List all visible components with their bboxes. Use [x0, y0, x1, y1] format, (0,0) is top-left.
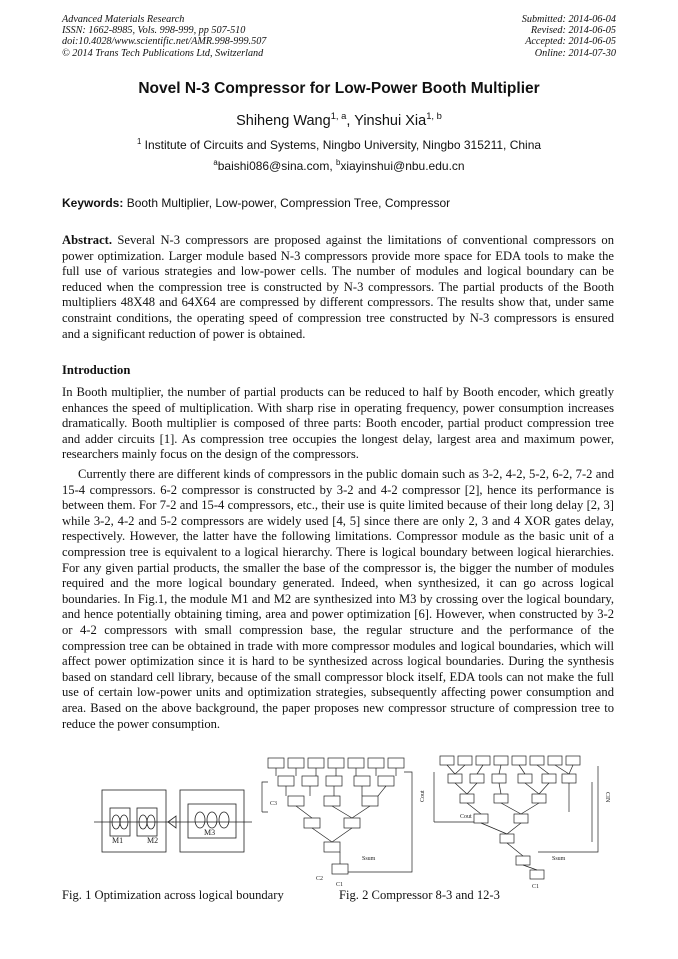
fig2-adder [324, 842, 340, 852]
author-emails [0, 159, 678, 173]
fig2-adder [492, 774, 506, 783]
publication-dates [522, 14, 616, 59]
fig2-adder [328, 758, 344, 768]
fig2-adder [348, 758, 364, 768]
intro-paragraph-2: Currently there are different kinds of compressors in the public domain such as 3-2, 4-2, 5-2, 6-2, 7-2 and 15-4 compressors. 6-2 compressor is constructed by 3-2 and 4-2 compressor [2], hence its performance is between them. For 7-2 and 15-4 compressors, etc., their use is quite limited because of their long delay [2, 3] while 3-2, 4-2 and 5-2 compressors are widely used [4, 5] since there are only 2, 3 and 4 XOR gates delay, respectively. However, the latter have the following limitations. Compressor module as the basic unit of a compression tree is equivalent to a logical hierarchy. There is logical boundary between logical hierarchies. For any given partial products, the smaller the base of the compressor is, the bigger the number of modules required and the more logical boundary generated. Indeed, when synthesized, it can go across logical boundaries. In Fig.1, the module M1 and M2 are synthesized into M3 by crossing over the logical boundary, and hence potentially obtaining timing, area and power optimization [6]. However, when constructed by 3-2 or 4-2 compressors with small compression base, the regular structure and the performance of the compression tree can be obtained in trade with more compressor modules and logical boundaries, which will affect power optimization since it is hard to be synthesized across logical boundaries. During the synthesis based on standard cell library, because of the small compressor block itself, EDA tools can not make the full use of certain low-power units and optimization strategies, subsequently affecting power consumption and area. Based on the above background, the paper proposes new compressor structure of compression tree to reduce the power consumption. [62, 467, 614, 731]
fig2-adder [566, 756, 580, 765]
fig2-adder [548, 756, 562, 765]
fig2-diagram-12-3 [420, 756, 610, 890]
fig2-wires [467, 803, 539, 870]
keywords [62, 196, 617, 210]
fig2-adder [460, 794, 474, 803]
fig2-adder [562, 774, 576, 783]
figure-2-caption: Fig. 2 Compressor 8-3 and 12-3 [339, 888, 500, 902]
abstract-label: Abstract. [62, 233, 113, 247]
affiliation-text: Institute of Circuits and Systems, Ningbo University, Ningbo 315211, China [144, 138, 542, 152]
fig1-m3-gate [207, 812, 217, 828]
fig2-label-c2: C2 [316, 876, 324, 882]
fig2-adder [516, 856, 530, 865]
paper-title: Novel N-3 Compressor for Low-Power Booth Multiplier [138, 80, 540, 97]
journal-info [62, 14, 266, 59]
fig2-adder [440, 756, 454, 765]
journal-doi: doi:10.4028/www.scientific.net/AMR.998-999.507 [62, 36, 267, 48]
fig2-adder [474, 814, 488, 823]
journal-issn: ISSN: 1662-8985, Vols. 998-999, pp 507-510 [62, 25, 246, 37]
affiliation-mark: 1 [136, 137, 142, 146]
fig2-label-c1: C1 [336, 882, 344, 888]
fig2-adder [458, 756, 472, 765]
keywords-text: Booth Multiplier, Low-power, Compression Tree, Compressor [126, 196, 451, 210]
fig1-label-m2: M2 [147, 836, 159, 845]
fig2-adder [530, 870, 544, 879]
intro-paragraph-1: In Booth multiplier, the number of partial products can be reduced to half by Booth encoder, which greatly enhances the speed of multiplication. With sharp rise in operating frequency, power consumption increases dramatically. Booth multiplier is composed of three parts: Booth encoder, partial product compression tree and adder circuits [1]. As compression tree occupies the longest delay, largest area and maximum power, researchers mainly focus on the design of the compressors. [62, 385, 614, 462]
fig2-adder [514, 814, 528, 823]
date-revised: Revised: 2014-06-05 [530, 25, 616, 37]
fig1-outer-box-2 [180, 790, 244, 852]
fig2-wires [312, 828, 352, 864]
abstract-text: Several N-3 compressors are proposed against the limitations of conventional compressors on power optimization. Larger module based N-3 compressors provide more space for EDA tools to make the full use of various strategies and low-power cells. The number of modules and logical boundary can be reduced when the compression tree is constructed by N-3 compressors. The partial products of the Booth multipliers 48X48 and 64X64 are compressed by different compressors. The results show that, under same constraint conditions, the operating speed of compression tree constructed by N-3 compressors is ensured and a significant reduction of power is obtained. [62, 233, 614, 341]
figures-svg [62, 752, 614, 892]
figures-area [62, 752, 614, 892]
author-name: Shiheng Wang [236, 113, 331, 129]
fig2-adder [324, 796, 340, 806]
fig2-label-c1: C1 [532, 884, 540, 890]
fig1-m3-gate [219, 812, 229, 828]
fig2-adder [362, 796, 378, 806]
fig2-wires [455, 783, 569, 812]
fig2-adder [530, 756, 544, 765]
fig2-adder [476, 756, 490, 765]
fig2-wires [447, 765, 573, 774]
author-affil-mark: 1, a [330, 110, 347, 122]
fig2-label-c3: C3 [270, 801, 278, 807]
fig2-adder [532, 794, 546, 803]
email-link[interactable]: xiayinshui@nbu.edu.cn [340, 159, 465, 173]
fig2-adder [308, 758, 324, 768]
fig2-diagram-8-3 [262, 758, 412, 888]
email-mark: b [335, 158, 341, 167]
fig2-adder [518, 774, 532, 783]
fig2-adder [368, 758, 384, 768]
fig2-adder [542, 774, 556, 783]
abstract [62, 233, 614, 342]
email-separator: , [329, 159, 336, 173]
fig2-label-sum: Ssum [362, 856, 376, 862]
fig2-adder [470, 774, 484, 783]
author-affil-mark: 1, b [426, 110, 442, 122]
fig2-adder [378, 776, 394, 786]
fig1-diagram [94, 790, 252, 852]
fig2-adder [288, 758, 304, 768]
fig2-adder [304, 818, 320, 828]
date-accepted: Accepted: 2014-06-05 [525, 36, 616, 48]
fig2-adder [448, 774, 462, 783]
fig2-wires [286, 786, 386, 796]
affiliation [0, 138, 678, 152]
fig2-adder [354, 776, 370, 786]
journal-copyright: © 2014 Trans Tech Publications Ltd, Switzerland [62, 47, 264, 59]
fig2-adder [332, 864, 348, 874]
section-heading-introduction: Introduction [62, 363, 131, 377]
fig2-adder [388, 758, 404, 768]
email-mark: a [213, 158, 218, 167]
author-list [0, 110, 678, 129]
fig2-adder [288, 796, 304, 806]
fig2-wires [262, 782, 268, 812]
fig1-label-m3: M3 [204, 828, 216, 837]
date-submitted: Submitted: 2014-06-04 [521, 14, 616, 25]
keywords-label: Keywords: [62, 196, 124, 210]
fig2-wires [348, 772, 412, 872]
fig2-wires [538, 766, 598, 852]
fig2-label-cin: CIN [604, 792, 610, 803]
email-link[interactable]: baishi086@sina.com [217, 159, 330, 173]
fig2-wires [276, 768, 396, 776]
fig2-adder [344, 818, 360, 828]
fig2-adder [512, 756, 526, 765]
date-online: Online: 2014-07-30 [534, 47, 616, 59]
fig2-label-cout-mid: Cout [460, 814, 472, 820]
fig2-adder [326, 776, 342, 786]
fig2-adder [278, 776, 294, 786]
fig2-wires [296, 806, 370, 818]
fig2-adder [268, 758, 284, 768]
author-name: Yinshui Xia [354, 113, 427, 129]
fig1-m3-gate [195, 812, 205, 828]
fig1-label-m1: M1 [112, 836, 124, 845]
fig2-adder [500, 834, 514, 843]
fig2-adder [494, 756, 508, 765]
fig2-label-sum: Ssum [552, 856, 566, 862]
fig2-adder [302, 776, 318, 786]
fig2-label-cout: Cout [420, 790, 426, 802]
figure-1-caption: Fig. 1 Optimization across logical boundary [62, 888, 284, 902]
fig2-adder [494, 794, 508, 803]
author-separator: , [346, 113, 355, 129]
journal-name: Advanced Materials Research [62, 14, 185, 25]
